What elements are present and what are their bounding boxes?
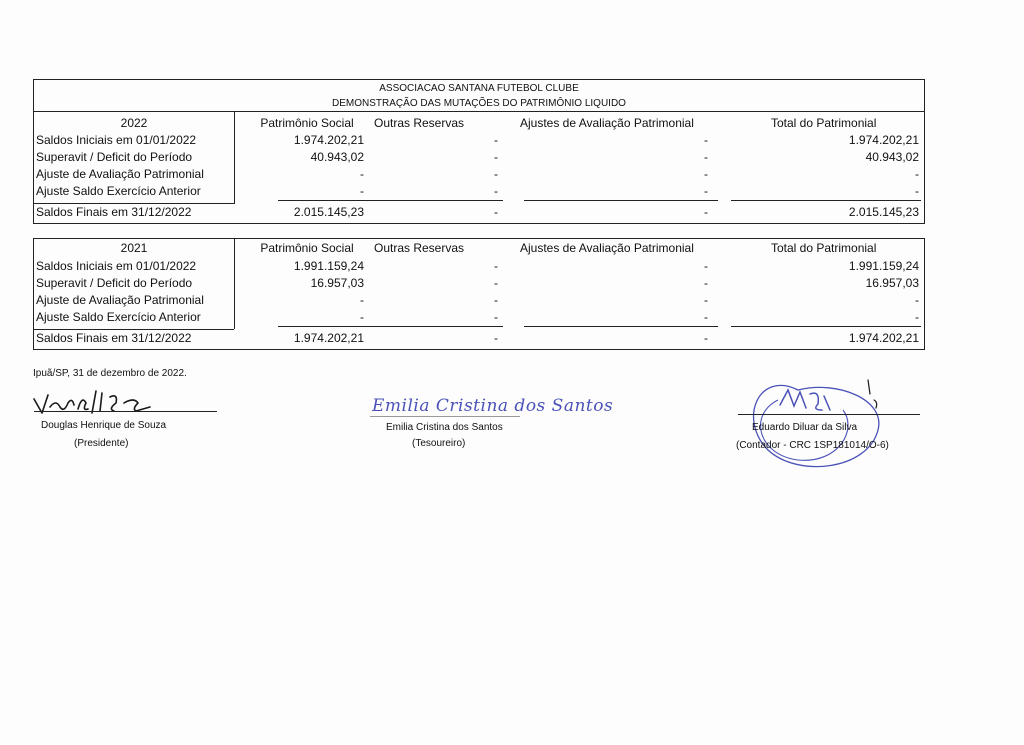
cell-reservas: - bbox=[494, 205, 498, 219]
row-label: Saldos Iniciais em 01/01/2022 bbox=[36, 259, 197, 273]
subtotal-rule bbox=[731, 326, 921, 327]
cell-social: 1.974.202,21 bbox=[293, 331, 364, 345]
label-rule bbox=[34, 329, 234, 330]
row-label: Superavit / Deficit do Período bbox=[36, 276, 193, 290]
cell-total: 16.957,03 bbox=[865, 276, 919, 290]
table-row bbox=[34, 166, 924, 183]
signature-line bbox=[370, 416, 520, 417]
signature-line bbox=[738, 414, 920, 415]
cell-reservas: - bbox=[494, 276, 498, 290]
subtotal-rule bbox=[524, 326, 718, 327]
cell-total: - bbox=[915, 310, 919, 324]
col-header-total: Total do Patrimonial bbox=[771, 116, 877, 130]
signatory-role: (Tesoureiro) bbox=[412, 438, 466, 449]
cell-ajustes: - bbox=[704, 133, 708, 147]
column-header-row bbox=[34, 115, 924, 132]
cell-total: - bbox=[915, 167, 919, 181]
col-header-ajustes: Ajustes de Avaliação Patrimonial bbox=[520, 116, 694, 130]
cell-total: 1.974.202,21 bbox=[848, 133, 919, 147]
col-header-reservas: Outras Reservas bbox=[374, 116, 465, 130]
cell-social: - bbox=[360, 184, 364, 198]
label-rule bbox=[34, 203, 234, 204]
cell-total: - bbox=[915, 293, 919, 307]
cell-ajustes: - bbox=[704, 276, 708, 290]
table-row bbox=[34, 132, 924, 149]
col-header-social: Patrimônio Social bbox=[260, 241, 354, 255]
row-label: Saldos Iniciais em 01/01/2022 bbox=[36, 133, 197, 147]
table-row bbox=[34, 292, 924, 309]
col-header-social: Patrimônio Social bbox=[260, 116, 354, 130]
row-label: Superavit / Deficit do Período bbox=[36, 150, 193, 164]
signatory-role: (Contador - CRC 1SP181014/O-6) bbox=[736, 440, 889, 451]
equity-statement-2021 bbox=[33, 238, 925, 350]
year-label: 2022 bbox=[120, 116, 148, 130]
cell-social: - bbox=[360, 293, 364, 307]
cell-reservas: - bbox=[494, 133, 498, 147]
row-label: Ajuste Saldo Exercício Anterior bbox=[36, 184, 201, 198]
cell-reservas: - bbox=[494, 293, 498, 307]
row-label: Saldos Finais em 31/12/2022 bbox=[36, 205, 192, 219]
row-label: Ajuste de Avaliação Patrimonial bbox=[36, 293, 204, 307]
table-row bbox=[34, 275, 924, 292]
row-label: Saldos Finais em 31/12/2022 bbox=[36, 331, 192, 345]
cell-reservas: - bbox=[494, 150, 498, 164]
treasurer-signature: Emilia Cristina dos Santos bbox=[372, 396, 614, 416]
cell-total: 2.015.145,23 bbox=[848, 205, 919, 219]
table-row bbox=[34, 258, 924, 275]
cell-reservas: - bbox=[494, 310, 498, 324]
cell-social: - bbox=[360, 167, 364, 181]
cell-social: 2.015.145,23 bbox=[293, 205, 364, 219]
final-balance-row bbox=[34, 330, 924, 347]
cell-social: 1.974.202,21 bbox=[293, 133, 364, 147]
cell-ajustes: - bbox=[704, 184, 708, 198]
cell-ajustes: - bbox=[704, 150, 708, 164]
cell-total: 40.943,02 bbox=[865, 150, 919, 164]
cell-ajustes: - bbox=[704, 205, 708, 219]
cell-ajustes: - bbox=[704, 293, 708, 307]
subtotal-rule bbox=[377, 200, 503, 201]
col-header-total: Total do Patrimonial bbox=[771, 241, 877, 255]
cell-ajustes: - bbox=[704, 259, 708, 273]
equity-statement-2022 bbox=[33, 79, 925, 224]
year-label: 2021 bbox=[120, 241, 148, 255]
subtotal-rule bbox=[377, 326, 503, 327]
statement-header bbox=[34, 80, 924, 112]
cell-social: 16.957,03 bbox=[310, 276, 364, 290]
label-column-divider bbox=[234, 112, 235, 204]
cell-social: - bbox=[360, 310, 364, 324]
label-column-divider bbox=[234, 239, 235, 329]
org-name: ASSOCIACAO SANTANA FUTEBOL CLUBE bbox=[379, 83, 579, 94]
cell-total: 1.991.159,24 bbox=[848, 259, 919, 273]
place-date: Ipuã/SP, 31 de dezembro de 2022. bbox=[33, 368, 187, 379]
subtotal-rule bbox=[731, 200, 921, 201]
table-row bbox=[34, 149, 924, 166]
cell-ajustes: - bbox=[704, 167, 708, 181]
signatory-role: (Presidente) bbox=[74, 438, 129, 449]
cell-social: 1.991.159,24 bbox=[293, 259, 364, 273]
col-header-reservas: Outras Reservas bbox=[374, 241, 465, 255]
signatory-name: Douglas Henrique de Souza bbox=[41, 420, 167, 431]
subtotal-rule bbox=[524, 200, 718, 201]
cell-reservas: - bbox=[494, 184, 498, 198]
table-row bbox=[34, 309, 924, 326]
final-balance-row bbox=[34, 204, 924, 221]
president-signature bbox=[30, 389, 180, 419]
cell-reservas: - bbox=[494, 331, 498, 345]
cell-reservas: - bbox=[494, 259, 498, 273]
row-label: Ajuste Saldo Exercício Anterior bbox=[36, 310, 201, 324]
cell-total: 1.974.202,21 bbox=[848, 331, 919, 345]
cell-ajustes: - bbox=[704, 331, 708, 345]
cell-social: 40.943,02 bbox=[310, 150, 364, 164]
column-header-row bbox=[34, 240, 924, 257]
statement-title: DEMONSTRAÇÃO DAS MUTAÇÕES DO PATRIMÔNIO LIQUIDO bbox=[332, 98, 626, 109]
row-label: Ajuste de Avaliação Patrimonial bbox=[36, 167, 204, 181]
signatory-name: Eduardo Diluar da Silva bbox=[752, 422, 858, 433]
cell-ajustes: - bbox=[704, 310, 708, 324]
cell-reservas: - bbox=[494, 167, 498, 181]
signatory-name: Emilia Cristina dos Santos bbox=[386, 422, 503, 433]
col-header-ajustes: Ajustes de Avaliação Patrimonial bbox=[520, 241, 694, 255]
signature-line bbox=[34, 411, 217, 412]
cell-total: - bbox=[915, 184, 919, 198]
table-row bbox=[34, 183, 924, 200]
